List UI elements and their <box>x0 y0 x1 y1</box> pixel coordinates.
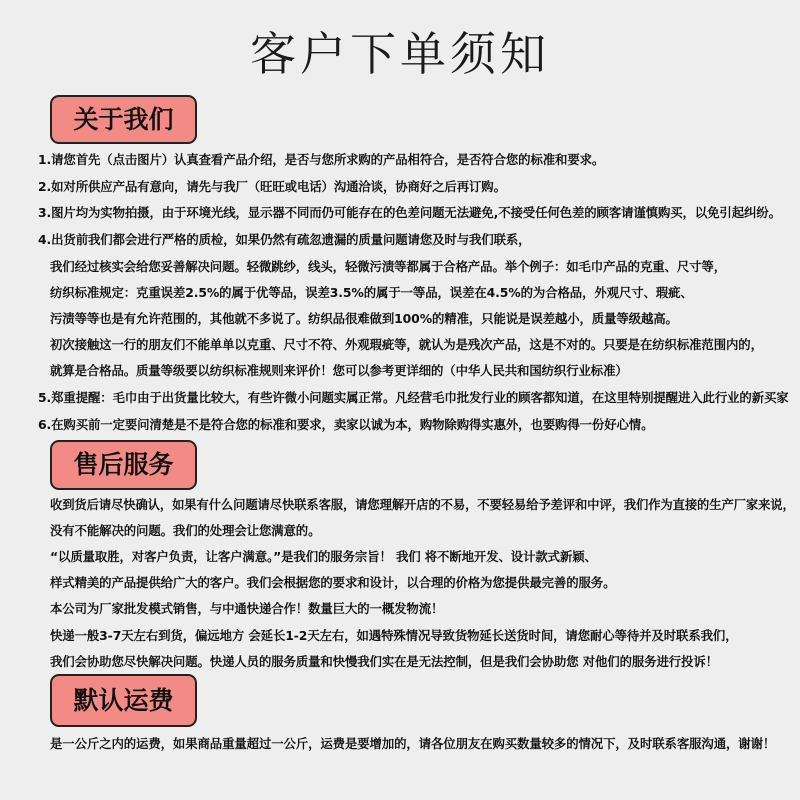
after-sales-line-5: 本公司为厂家批发模式销售，与中通快递合作！数量巨大的一概发物流！ <box>50 601 444 616</box>
about-line-9: 就算是合格品。质量等级要以纺织标准规则来评价！您可以参考更详细的（中华人民共和国纺织行业标准） <box>50 363 628 378</box>
after-sales-line-3: “以质量取胜，对客户负责，让客户满意。”是我们的服务宗旨！ 我们 将不断地开发、设计款式新颖、 <box>50 549 597 564</box>
about-line-5: 我们经过核实会给您妥善解决问题。轻微跳纱，线头，轻微污渍等都属于合格产品。举个例子：如毛巾产品的克重、尺寸等， <box>50 259 726 274</box>
about-line-2: 2.如对所供应产品有意向，请先与我厂（旺旺或电话）沟通洽谈，协商好之后再订购。 <box>38 179 506 194</box>
about-line-3: 3.图片均为实物拍摄，由于环境光线，显示器不同而仍可能存在的色差问题无法避免,不接受任何色差的顾客请谨慎购买，以免引起纠纷。 <box>38 205 781 220</box>
after-sales-line-2: 没有不能解决的问题。我们的处理会让您满意的。 <box>50 523 321 538</box>
about-line-8: 初次接触这一行的朋友们不能单单以克重、尺寸不符、外观瑕疵等，就认为是残次产品，这是不对的。只要是在纺织标准范围内的， <box>50 337 763 352</box>
after-sales-line-1: 收到货后请尽快确认，如果有什么问题请尽快联系客服，请您理解开店的不易，不要轻易给予差评和中评，我们作为直接的生产厂家来说， <box>50 497 795 512</box>
section-label-about: 关于我们 <box>50 95 197 144</box>
about-line-7: 污渍等等也是有允许范围的，其他就不多说了。纺织品很难做到100%的精准，只能说是误差越小，质量等级越高。 <box>50 311 678 326</box>
page-title: 客户下单须知 <box>250 27 550 81</box>
after-sales-line-7: 我们会协助您尽快解决问题。快递人员的服务质量和快慢我们实在是无法控制，但是我们会协助您 对他们的服务进行投诉！ <box>50 654 718 669</box>
about-line-10: 5.郑重提醒：毛巾由于出货量比较大，有些许微小问题实属正常。凡经营毛巾批发行业的顾客都知道，在这里特别提醒进入此行业的新买家 <box>38 390 789 405</box>
after-sales-line-6: 快递一般3-7天左右到货，偏远地方 会延长1-2天左右，如遇特殊情况导致货物延长送货时间，请您耐心等待并及时联系我们， <box>50 628 738 643</box>
shipping-line-1: 是一公斤之内的运费，如果商品重量超过一公斤，运费是要增加的，请各位朋友在购买数量较多的情况下，及时联系客服沟通，谢谢！ <box>50 736 776 751</box>
after-sales-line-4: 样式精美的产品提供给广大的客户。我们会根据您的要求和设计，以合理的价格为您提供最完善的服务。 <box>50 575 616 590</box>
about-line-11: 6.在购买前一定要问清楚是不是符合您的标准和要求，卖家以诚为本，购物除购得实惠外，也要购得一份好心情。 <box>38 417 654 432</box>
about-line-1: 1.请您首先（点击图片）认真查看产品介绍，是否与您所求购的产品相符合，是否符合您的标准和要求。 <box>38 152 605 167</box>
section-label-after-sales: 售后服务 <box>50 440 197 490</box>
about-line-6: 纺织标准规定：克重误差2.5%的属于优等品，误差3.5%的属于一等品，误差在4.5%的为合格品，外观尺寸、瑕疵、 <box>50 285 693 300</box>
about-line-4: 4.出货前我们都会进行严格的质检，如果仍然有疏忽遗漏的质量问题请您及时与我们联系， <box>38 232 531 247</box>
section-label-shipping: 默认运费 <box>50 674 197 727</box>
